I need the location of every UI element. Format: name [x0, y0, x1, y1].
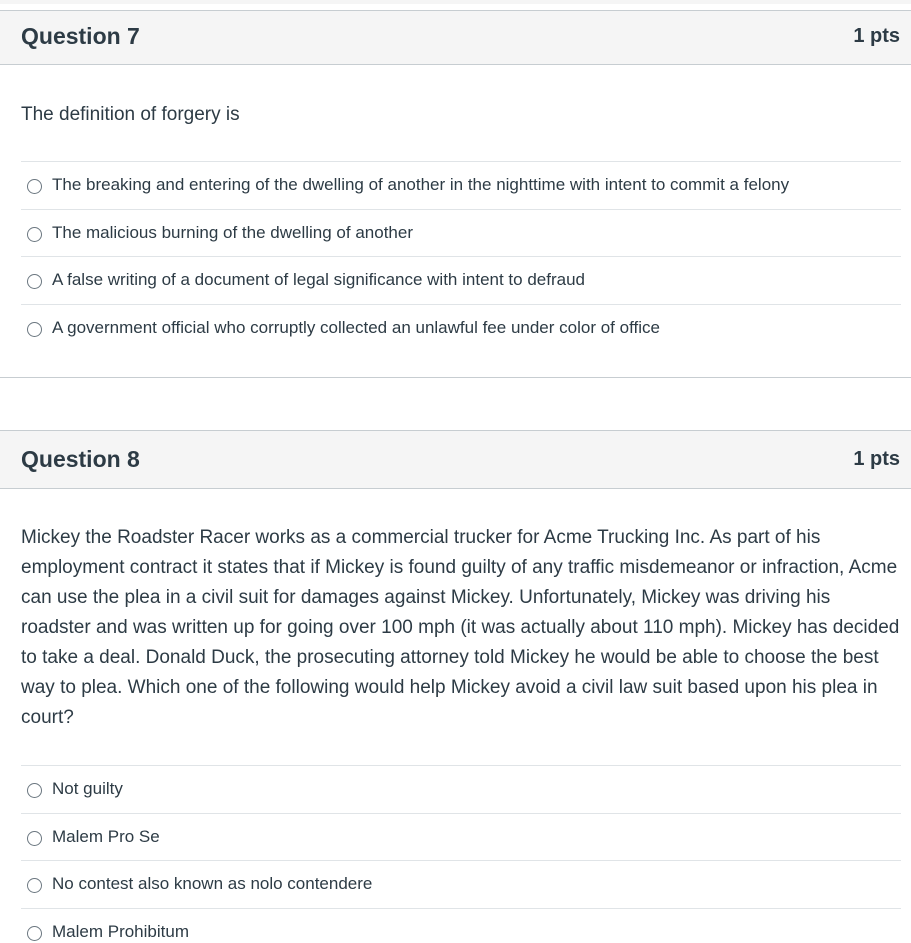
question-text: The definition of forgery is	[21, 104, 240, 125]
radio-button[interactable]	[27, 783, 42, 798]
question-title: Question 8	[21, 446, 140, 472]
answer-label[interactable]: The malicious burning of the dwelling of another	[52, 223, 413, 242]
answer-option[interactable]	[21, 813, 901, 861]
radio-button[interactable]	[27, 179, 42, 194]
answer-label[interactable]: The breaking and entering of the dwelling of another in the nighttime with intent to commit a felony	[52, 175, 790, 194]
answer-label[interactable]: Malem Pro Se	[52, 827, 160, 846]
answer-option[interactable]	[21, 860, 901, 908]
question-header	[0, 430, 911, 489]
question-8	[0, 430, 911, 943]
answer-option[interactable]	[21, 256, 901, 304]
radio-button[interactable]	[27, 322, 42, 337]
question-header	[0, 10, 911, 65]
radio-button[interactable]	[27, 878, 42, 893]
top-strip	[0, 0, 911, 4]
answer-label[interactable]: A government official who corruptly collected an unlawful fee under color of office	[52, 318, 660, 337]
radio-button[interactable]	[27, 831, 42, 846]
question-points: 1 pts	[853, 25, 900, 47]
answer-option[interactable]	[21, 209, 901, 257]
answer-label[interactable]: No contest also known as nolo contendere	[52, 874, 373, 893]
answer-label[interactable]: Malem Prohibitum	[52, 922, 189, 941]
radio-button[interactable]	[27, 227, 42, 242]
answer-label[interactable]: Not guilty	[52, 779, 123, 798]
answer-option[interactable]	[21, 765, 901, 813]
answer-option[interactable]	[21, 161, 901, 209]
answer-option[interactable]	[21, 908, 901, 943]
answer-option[interactable]	[21, 304, 901, 352]
question-text: Mickey the Roadster Racer works as a commercial trucker for Acme Trucking Inc. As part of his employment contract it states that if Mickey is found guilty of any traffic misdemeanor or infraction, Acme can use the plea in a civil suit for damages against Mickey. Unfortunately, Mickey was driving his roadster and was written up for going over 100 mph (it was actually about 110 mph). Mickey has decided to take a deal. Donald Duck, the prosecuting attorney told Mickey he would be able to choose the best way to plea. Which one of the following would help Mickey avoid a civil law suit based upon his plea in court?	[21, 527, 900, 728]
question-title: Question 7	[21, 23, 140, 49]
question-7	[0, 10, 911, 378]
question-points: 1 pts	[853, 448, 900, 470]
radio-button[interactable]	[27, 926, 42, 941]
answer-label[interactable]: A false writing of a document of legal significance with intent to defraud	[52, 270, 585, 289]
radio-button[interactable]	[27, 274, 42, 289]
